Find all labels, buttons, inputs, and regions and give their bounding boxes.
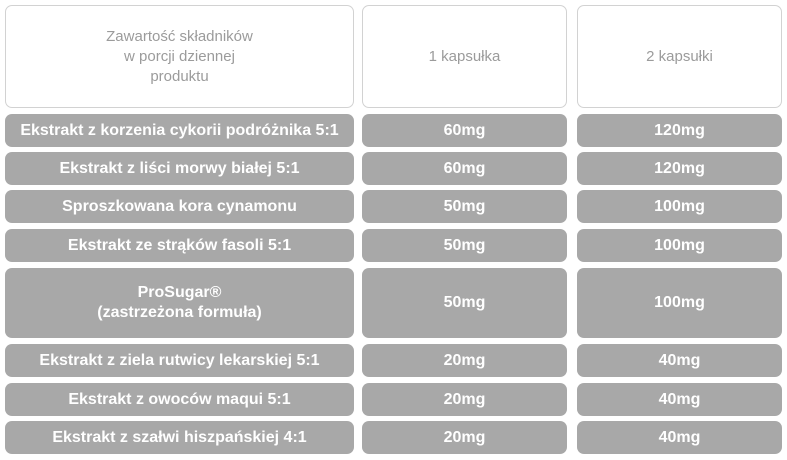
header-one-capsule: 1 kapsułka xyxy=(362,5,567,108)
dose-one-capsule: 50mg xyxy=(362,268,567,338)
dose-one-capsule: 20mg xyxy=(362,344,567,377)
ingredient-name: Ekstrakt z liści morwy białej 5:1 xyxy=(5,152,354,185)
dose-two-capsules: 100mg xyxy=(577,268,782,338)
dose-two-capsules: 100mg xyxy=(577,229,782,262)
ingredient-name: Ekstrakt ze strąków fasoli 5:1 xyxy=(5,229,354,262)
ingredient-name: ProSugar® (zastrzeżona formuła) xyxy=(5,268,354,338)
dose-one-capsule: 50mg xyxy=(362,190,567,223)
dose-two-capsules: 120mg xyxy=(577,152,782,185)
header-two-capsules: 2 kapsułki xyxy=(577,5,782,108)
dose-two-capsules: 40mg xyxy=(577,383,782,416)
dose-two-capsules: 100mg xyxy=(577,190,782,223)
dose-one-capsule: 20mg xyxy=(362,421,567,454)
dose-one-capsule: 60mg xyxy=(362,152,567,185)
header-ingredients: Zawartość składników w porcji dziennej produktu xyxy=(5,5,354,108)
dose-one-capsule: 60mg xyxy=(362,114,567,147)
ingredient-name: Ekstrakt z korzenia cykorii podróżnika 5:1 xyxy=(5,114,354,147)
ingredient-name: Ekstrakt z szałwi hiszpańskiej 4:1 xyxy=(5,421,354,454)
ingredient-name: Sproszkowana kora cynamonu xyxy=(5,190,354,223)
ingredient-name: Ekstrakt z owoców maqui 5:1 xyxy=(5,383,354,416)
dose-one-capsule: 20mg xyxy=(362,383,567,416)
dose-two-capsules: 120mg xyxy=(577,114,782,147)
dose-one-capsule: 50mg xyxy=(362,229,567,262)
dose-two-capsules: 40mg xyxy=(577,421,782,454)
ingredient-name: Ekstrakt z ziela rutwicy lekarskiej 5:1 xyxy=(5,344,354,377)
dose-two-capsules: 40mg xyxy=(577,344,782,377)
